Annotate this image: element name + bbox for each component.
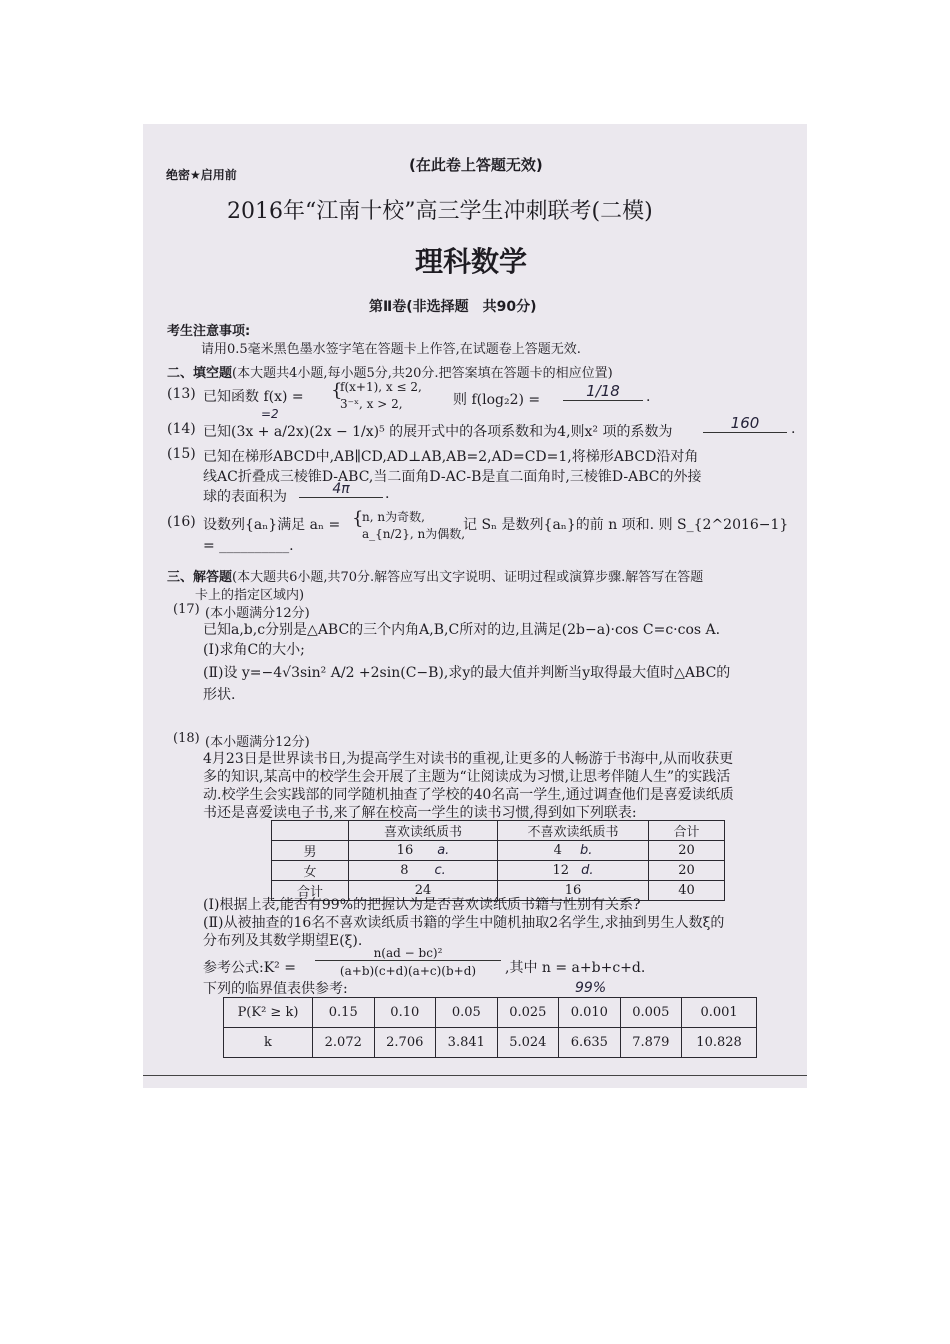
q17-line1: 已知a,b,c分别是△ABC的三个内角A,B,C所对的边,且满足(2b−a)·cos C=c·cos A. — [203, 622, 721, 638]
q18-line4: 书还是喜爱读电子书,来了解在校高一学生的读书习惯,得到如下列联表: — [203, 805, 637, 821]
q18-part2: (Ⅱ)从被抽查的16名不喜欢读纸质书籍的学生中随机抽取2名学生,求抽到男生人数ξ的 — [203, 915, 725, 931]
crit-cell: 2.072 — [313, 1028, 375, 1058]
handwritten-mark: d. — [581, 863, 594, 878]
q18-score: (本小题满分12分) — [205, 735, 310, 750]
formula-denominator: (a+b)(c+d)(a+c)(b+d) — [339, 964, 477, 978]
q17-score: (本小题满分12分) — [205, 606, 310, 621]
formula-numerator: n(ad − bc)² — [315, 946, 501, 961]
q16-text-a: 设数列{aₙ}满足 aₙ = — [203, 517, 341, 533]
q13-text-a: 已知函数 f(x) = — [203, 389, 304, 405]
q17-part2b: 形状. — [203, 687, 236, 703]
q13-case1: f(x+1), x ≤ 2, — [340, 380, 422, 394]
q14-answer: 160 — [703, 414, 787, 433]
section3-heading: 三、解答题 — [167, 570, 233, 585]
handwritten-mark: a. — [437, 843, 450, 858]
table-cell: 24 — [349, 881, 498, 901]
table-header-cell: 喜欢读纸质书 — [349, 821, 498, 841]
cell-value: 4 — [553, 843, 562, 858]
table-header-cell — [272, 821, 349, 841]
invalid-note: (在此卷上答题无效) — [409, 156, 543, 174]
table-header-cell: 合计 — [649, 821, 725, 841]
handwritten-note: 99% — [575, 980, 607, 996]
q16-brace: { — [352, 508, 364, 529]
q15-line3: 球的表面积为 — [203, 489, 287, 505]
q15-line1: 已知在梯形ABCD中,AB∥CD,AD⊥AB,AB=2,AD=CD=1,将梯形ABCD沿对角 — [203, 449, 699, 465]
exam-sheet — [143, 124, 807, 1088]
crit-cell: 0.005 — [620, 998, 682, 1028]
table-cell — [498, 861, 649, 881]
cell-value: 16 — [396, 843, 414, 858]
q13-end: . — [646, 389, 651, 405]
q13-text-b: 则 f(log₂2) = — [453, 392, 541, 408]
q16-line2: = __________. — [203, 538, 294, 554]
table-row — [272, 841, 725, 861]
notice-heading: 考生注意事项: — [167, 324, 251, 339]
crit-cell: 5.024 — [497, 1028, 559, 1058]
crit-cell: 0.001 — [682, 998, 757, 1028]
crit-cell: 7.879 — [620, 1028, 682, 1058]
exam-title: 2016年“江南十校”高三学生冲刺联考(二模) — [227, 199, 653, 224]
handwritten-mark: c. — [434, 863, 446, 878]
table-header-cell: 不喜欢读纸质书 — [498, 821, 649, 841]
q14-text: 已知(3x + a/2x)(2x − 1/x)⁵ 的展开式中的各项系数和为4,则x² 项的系数为 — [203, 424, 673, 440]
table-cell: 40 — [649, 881, 725, 901]
crit-cell: 6.635 — [559, 1028, 621, 1058]
crit-header-cell: k — [224, 1028, 313, 1058]
q15-line2: 线AC折叠成三棱锥D-ABC,当二面角D-AC-B是直二面角时,三棱锥D-ABC的外接 — [203, 469, 702, 485]
q14-end: . — [791, 421, 796, 437]
contingency-table — [271, 820, 725, 901]
q15-number: (15) — [167, 446, 196, 462]
crit-intro: 下列的临界值表供参考: — [203, 981, 348, 997]
bottom-rule — [143, 1075, 807, 1076]
secret-label: 绝密★启用前 — [166, 168, 237, 182]
crit-header-cell: P(K² ≥ k) — [224, 998, 313, 1028]
q14-note: =2 — [261, 407, 279, 421]
section3-desc2: 卡上的指定区域内) — [195, 588, 305, 603]
q13-brace: { — [331, 380, 343, 401]
crit-cell: 0.025 — [497, 998, 559, 1028]
crit-row-p — [224, 998, 757, 1028]
table-cell: 合计 — [272, 881, 349, 901]
table-cell: 20 — [649, 861, 725, 881]
q16-number: (16) — [167, 514, 196, 530]
q18-line3: 动.校学生会实践部的同学随机抽查了学校的40名高一学生,通过调查他们是喜爱读纸质 — [203, 787, 734, 803]
crit-row-k — [224, 1028, 757, 1058]
q13-case2: 3⁻ˣ, x > 2, — [340, 397, 403, 411]
crit-cell: 0.10 — [374, 998, 436, 1028]
crit-cell: 0.15 — [313, 998, 375, 1028]
table-cell — [349, 861, 498, 881]
q18-line2: 多的知识,某高中的校学生会开展了主题为“让阅读成为习惯,让思考伴随人生”的实践活 — [203, 769, 731, 785]
critical-value-table — [223, 997, 757, 1058]
table-cell: 女 — [272, 861, 349, 881]
cell-value: 8 — [400, 863, 409, 878]
q17-number: (17) — [173, 602, 200, 617]
section2-heading-line — [167, 362, 613, 381]
section3-desc1: (本大题共6小题,共70分.解答应写出文字说明、证明过程或演算步骤.解答写在答题 — [232, 570, 704, 585]
q13-number: (13) — [167, 386, 196, 402]
table-cell — [498, 841, 649, 861]
crit-cell: 0.05 — [436, 998, 498, 1028]
q14-number: (14) — [167, 421, 196, 437]
subject-title: 理科数学 — [415, 245, 528, 278]
handwritten-mark: b. — [579, 843, 593, 858]
q18-part1: (Ⅰ)根据上表,能否有99%的把握认为是否喜欢读纸质书籍与性别有关系? — [203, 897, 641, 913]
crit-cell: 10.828 — [682, 1028, 757, 1058]
table-cell: 16 — [498, 881, 649, 901]
table-row — [272, 861, 725, 881]
formula-label: 参考公式:K² = — [203, 960, 296, 976]
q15-answer: 4π — [299, 481, 383, 498]
section2-desc: (本大题共4小题,每小题5分,共20分.把答案填在答题卡的相应位置) — [232, 366, 613, 381]
crit-cell: 2.706 — [374, 1028, 436, 1058]
part-title: 第Ⅱ卷(非选择题 共90分) — [369, 299, 537, 315]
section2-heading: 二、填空题 — [167, 366, 233, 381]
cell-value: 12 — [552, 863, 570, 878]
section3-heading-line — [167, 566, 703, 585]
table-cell — [349, 841, 498, 861]
q15-end: . — [385, 486, 390, 502]
crit-cell: 0.010 — [559, 998, 621, 1028]
q17-part2: (Ⅱ)设 y=−4√3sin² A/2 +2sin(C−B),求y的最大值并判断当y取得最大值时△ABC的 — [203, 665, 731, 681]
crit-cell: 3.841 — [436, 1028, 498, 1058]
q18-part2b: 分布列及其数学期望E(ξ). — [203, 933, 363, 949]
q18-line1: 4月23日是世界读书日,为提高学生对读书的重视,让更多的人畅游于书海中,从而收获更 — [203, 751, 734, 767]
table-cell: 男 — [272, 841, 349, 861]
q16-case2: a_{n/2}, n为偶数, — [362, 527, 466, 541]
q16-case1: n, n为奇数, — [362, 510, 425, 524]
q18-number: (18) — [173, 731, 200, 746]
q17-part1: (Ⅰ)求角C的大小; — [203, 642, 305, 658]
q16-text-b: 记 Sₙ 是数列{aₙ}的前 n 项和. 则 S_{2^2016−1} — [463, 517, 789, 533]
table-cell: 20 — [649, 841, 725, 861]
formula-tail: ,其中 n = a+b+c+d. — [505, 960, 646, 976]
notice-text: 请用0.5毫米黑色墨水签字笔在答题卡上作答,在试题卷上答题无效. — [201, 342, 581, 357]
table-header-row — [272, 821, 725, 841]
q13-answer: 1/18 — [563, 382, 643, 401]
